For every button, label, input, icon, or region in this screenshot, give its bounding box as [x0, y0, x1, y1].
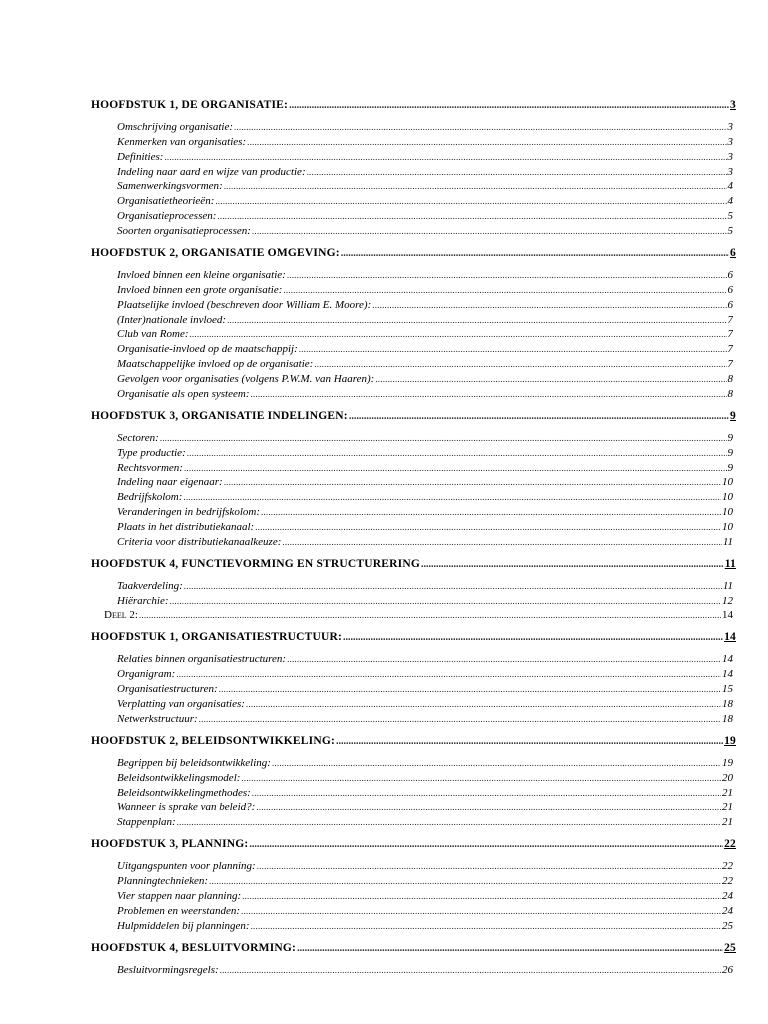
toc-entry-title: Invloed binnen een kleine organisatie:	[117, 268, 286, 281]
dot-leader	[307, 166, 727, 178]
toc-section[interactable]	[117, 180, 733, 192]
dot-leader	[234, 121, 727, 133]
toc-page-number: 19	[724, 734, 736, 747]
dot-leader	[224, 180, 727, 192]
toc-page-number: 24	[722, 889, 733, 902]
toc-section[interactable]	[117, 787, 733, 799]
dot-leader	[249, 838, 723, 850]
toc-entry-title: Veranderingen in bedrijfskolom:	[117, 506, 260, 518]
dot-leader	[164, 151, 726, 163]
dot-leader	[251, 388, 727, 400]
dot-leader	[282, 536, 721, 548]
toc-part[interactable]	[104, 609, 733, 621]
toc-section[interactable]	[117, 225, 733, 237]
toc-chapter[interactable]	[91, 631, 736, 643]
toc-page-number: 6	[727, 268, 733, 281]
dot-leader	[177, 816, 721, 828]
dot-leader	[287, 269, 727, 281]
toc-section[interactable]	[117, 328, 733, 340]
toc-entry-title: Indeling naar aard en wijze van productie:	[117, 165, 306, 178]
toc-entry-title: Club van Rome:	[117, 328, 189, 341]
toc-entry-title: Deel 2:	[104, 609, 138, 622]
toc-page-number: 22	[724, 838, 736, 851]
dot-leader	[272, 757, 721, 769]
dot-leader	[252, 225, 727, 237]
toc-page-number: 19	[722, 756, 733, 769]
dot-leader	[139, 609, 721, 621]
toc-chapter[interactable]	[91, 247, 736, 259]
toc-entry-title: Organisatie-invloed op de maatschappij:	[117, 343, 298, 356]
toc-entry-title: Begrippen bij beleidsontwikkeling:	[117, 756, 271, 769]
toc-page-number: 3	[727, 150, 733, 163]
toc-section[interactable]	[117, 358, 733, 370]
toc-section[interactable]	[117, 462, 733, 474]
dot-leader	[299, 343, 727, 355]
toc-section[interactable]	[117, 521, 733, 533]
toc-section[interactable]	[117, 580, 733, 592]
dot-leader	[257, 860, 721, 872]
dot-leader	[220, 964, 721, 976]
toc-page-number: 20	[722, 771, 733, 784]
toc-page-number: 3	[727, 121, 733, 133]
toc-entry-title: Organisatieprocessen:	[117, 210, 217, 223]
toc-entry-title: Hiërarchie:	[117, 594, 169, 607]
toc-entry-title: Problemen en weerstanden:	[117, 904, 241, 917]
toc-entry-title: HOOFDSTUK 1, ORGANISATIESTRUCTUUR:	[91, 631, 342, 644]
toc-page-number: 3	[727, 165, 733, 178]
toc-section[interactable]	[117, 772, 733, 784]
toc-page-number: 4	[727, 180, 733, 193]
toc-entry-title: Organisatie als open systeem:	[117, 387, 250, 400]
toc-entry-title: Criteria voor distributiekanaalkeuze:	[117, 535, 282, 548]
toc-entry-title: Kenmerken van organisaties:	[117, 135, 247, 148]
toc-section[interactable]	[117, 890, 733, 902]
dot-leader	[341, 247, 729, 259]
toc-entry-title: Rechtsvormen:	[117, 461, 183, 474]
toc-entry-title: Taakverdeling:	[117, 579, 183, 592]
dot-leader	[421, 558, 724, 570]
toc-section[interactable]	[117, 299, 733, 311]
dot-leader	[297, 942, 723, 954]
toc-section[interactable]	[117, 284, 733, 296]
toc-page-number: 10	[722, 506, 733, 518]
toc-section[interactable]	[117, 964, 733, 976]
toc-entry-title: Beleidsontwikkelingmethodes:	[117, 786, 251, 799]
toc-entry-title: HOOFDSTUK 2, BELEIDSONTWIKKELING:	[91, 734, 335, 747]
toc-page-number: 14	[722, 609, 733, 622]
toc-entry-title: Netwerkstructuur:	[117, 712, 198, 725]
toc-page-number: 14	[724, 631, 736, 644]
toc-entry-title: Plaats in het distributiekanaal:	[117, 520, 255, 533]
toc-page-number: 7	[727, 328, 733, 341]
toc-page-number: 9	[727, 461, 733, 474]
toc-chapter[interactable]	[91, 838, 736, 850]
toc-page-number: 26	[722, 963, 733, 976]
toc-page-number: 22	[722, 875, 733, 888]
toc-chapter[interactable]	[91, 735, 736, 747]
toc-page-number: 21	[722, 801, 733, 814]
dot-leader	[241, 905, 721, 917]
toc-entry-title: Beleidsontwikkelingsmodel:	[117, 771, 241, 784]
toc-section[interactable]	[117, 432, 733, 444]
toc-page-number: 12	[722, 594, 733, 607]
toc-section[interactable]	[117, 151, 733, 163]
toc-page-number: 11	[722, 535, 733, 548]
toc-page-number: 6	[727, 298, 733, 311]
toc-entry-title: HOOFDSTUK 4, FUNCTIEVORMING EN STRUCTURERING	[91, 557, 421, 570]
toc-entry-title: Relaties binnen organisatiestructuren:	[117, 653, 287, 666]
toc-section[interactable]	[117, 920, 733, 932]
toc-entry-title: Planningtechnieken:	[117, 875, 209, 888]
toc-page-number: 10	[722, 520, 733, 533]
toc-page-number: 5	[727, 224, 733, 237]
toc-section[interactable]	[117, 698, 733, 710]
toc-section[interactable]	[117, 476, 733, 488]
dot-leader	[251, 920, 721, 932]
toc-page-number: 9	[730, 409, 736, 422]
toc-chapter[interactable]	[91, 942, 736, 954]
dot-leader	[184, 462, 727, 474]
dot-leader	[183, 491, 721, 503]
dot-leader	[256, 801, 721, 813]
dot-leader	[160, 432, 727, 444]
dot-leader	[289, 99, 729, 111]
toc-entry-title: Maatschappelijke invloed op de organisatie:	[117, 358, 314, 371]
toc-page-number: 14	[722, 653, 733, 666]
toc-page-number: 6	[727, 283, 733, 296]
dot-leader	[255, 521, 721, 533]
toc-entry-title: Sectoren:	[117, 431, 159, 444]
dot-leader	[246, 698, 721, 710]
toc-section[interactable]	[117, 136, 733, 148]
toc-entry-title: Uitgangspunten voor planning:	[117, 860, 256, 873]
toc-entry-title: Soorten organisatieprocessen:	[117, 224, 251, 237]
toc-page-number: 10	[722, 491, 733, 504]
toc-entry-title: Gevolgen voor organisaties (volgens P.W.M. van Haaren):	[117, 372, 375, 385]
dot-leader	[219, 683, 721, 695]
toc-entry-title: Verplatting van organisaties:	[117, 698, 245, 710]
toc-page-number: 8	[727, 372, 733, 385]
toc-section[interactable]	[117, 314, 733, 326]
dot-leader	[336, 735, 723, 747]
dot-leader	[252, 787, 721, 799]
dot-leader	[217, 210, 726, 222]
toc-entry-title: Vier stappen naar planning:	[117, 889, 242, 902]
toc-section[interactable]	[117, 343, 733, 355]
toc-section[interactable]	[117, 388, 733, 400]
dot-leader	[343, 631, 723, 643]
toc-entry-title: HOOFDSTUK 3, ORGANISATIE INDELINGEN:	[91, 409, 348, 422]
toc-section[interactable]	[117, 905, 733, 917]
toc-page-number: 9	[727, 431, 733, 444]
dot-leader	[375, 373, 726, 385]
toc-entry-title: Stappenplan:	[117, 816, 176, 829]
toc-page-number: 7	[727, 313, 733, 326]
dot-leader	[247, 136, 726, 148]
toc-page-number: 11	[722, 579, 733, 592]
toc-section[interactable]	[117, 447, 733, 459]
toc-section[interactable]	[117, 816, 733, 828]
toc-section[interactable]	[117, 683, 733, 695]
toc-entry-title: HOOFDSTUK 2, ORGANISATIE OMGEVING:	[91, 246, 340, 259]
toc-section[interactable]	[117, 668, 733, 680]
toc-section[interactable]	[117, 595, 733, 607]
dot-leader	[215, 195, 726, 207]
toc-page-number: 18	[722, 712, 733, 725]
dot-leader	[170, 595, 721, 607]
dot-leader	[372, 299, 726, 311]
toc-page-number: 7	[727, 358, 733, 371]
dot-leader	[224, 476, 721, 488]
toc-page-number: 6	[730, 246, 736, 259]
toc-entry-title: Plaatselijke invloed (beschreven door William E. Moore):	[117, 298, 372, 311]
dot-leader	[287, 653, 721, 665]
toc-page-number: 15	[722, 683, 733, 696]
toc-section[interactable]	[117, 536, 733, 548]
toc-section[interactable]	[117, 875, 733, 887]
toc-page-number: 5	[727, 210, 733, 223]
toc-entry-title: HOOFDSTUK 4, BESLUITVORMING:	[91, 941, 297, 954]
toc-section[interactable]	[117, 713, 733, 725]
toc-page-number: 21	[722, 786, 733, 799]
dot-leader	[187, 447, 727, 459]
toc-entry-title: Type productie:	[117, 446, 186, 459]
toc-page-number: 7	[727, 343, 733, 356]
toc-page-number: 14	[722, 668, 733, 681]
toc-page-number: 24	[722, 904, 733, 917]
toc-chapter[interactable]	[91, 99, 736, 111]
dot-leader	[209, 875, 721, 887]
dot-leader	[227, 314, 726, 326]
toc-entry-title: Organisatietheorieën:	[117, 195, 215, 208]
dot-leader	[241, 772, 721, 784]
toc-page-number: 8	[727, 387, 733, 400]
toc-page-number: 21	[722, 816, 733, 829]
toc-page-number: 3	[727, 135, 733, 148]
toc-page-number: 11	[724, 557, 736, 570]
toc-entry-title: Hulpmiddelen bij planningen:	[117, 919, 250, 932]
toc-entry-title: Samenwerkingsvormen:	[117, 180, 223, 193]
toc-entry-title: Bedrijfskolom:	[117, 491, 183, 504]
toc-entry-title: Invloed binnen een grote organisatie:	[117, 283, 283, 296]
dot-leader	[184, 580, 722, 592]
toc-section[interactable]	[117, 166, 733, 178]
dot-leader	[261, 506, 721, 518]
toc-section[interactable]	[117, 757, 733, 769]
toc-chapter[interactable]	[91, 558, 736, 570]
dot-leader	[314, 358, 726, 370]
toc-section[interactable]	[117, 653, 733, 665]
toc-page-number: 25	[722, 919, 733, 932]
dot-leader	[283, 284, 726, 296]
toc-section[interactable]	[117, 210, 733, 222]
toc-page-number: 18	[722, 698, 733, 710]
toc-page-number: 22	[722, 860, 733, 873]
toc-page-number: 25	[724, 941, 736, 954]
toc-entry-title: Definities:	[117, 150, 164, 163]
dot-leader	[176, 668, 721, 680]
dot-leader	[242, 890, 721, 902]
toc-section[interactable]	[117, 491, 733, 503]
toc-section[interactable]	[117, 269, 733, 281]
toc-chapter[interactable]	[91, 410, 736, 422]
toc-section[interactable]	[117, 373, 733, 385]
toc-entry-title: HOOFDSTUK 1, DE ORGANISATIE:	[91, 99, 289, 111]
toc-entry-title: Indeling naar eigenaar:	[117, 476, 223, 489]
toc-section[interactable]	[117, 860, 733, 872]
toc-entry-title: HOOFDSTUK 3, PLANNING:	[91, 838, 249, 851]
toc-section[interactable]	[117, 801, 733, 813]
toc-page-number: 10	[722, 476, 733, 489]
toc-entry-title: Organigram:	[117, 668, 176, 681]
toc-entry-title: (Inter)nationale invloed:	[117, 313, 227, 326]
dot-leader	[189, 328, 726, 340]
toc-entry-title: Besluitvormingsregels:	[117, 963, 219, 976]
toc-entry-title: Organisatiestructuren:	[117, 683, 218, 696]
toc-section[interactable]	[117, 506, 733, 518]
toc-page-number: 4	[727, 195, 733, 208]
toc-section[interactable]	[117, 195, 733, 207]
dot-leader	[349, 410, 729, 422]
toc-page-number: 3	[730, 99, 736, 111]
dot-leader	[199, 713, 721, 725]
toc-section[interactable]	[117, 121, 733, 133]
toc-entry-title: Wanneer is sprake van beleid?:	[117, 801, 256, 814]
toc-entry-title: Omschrijving organisatie:	[117, 121, 233, 133]
toc-page-number: 9	[727, 446, 733, 459]
